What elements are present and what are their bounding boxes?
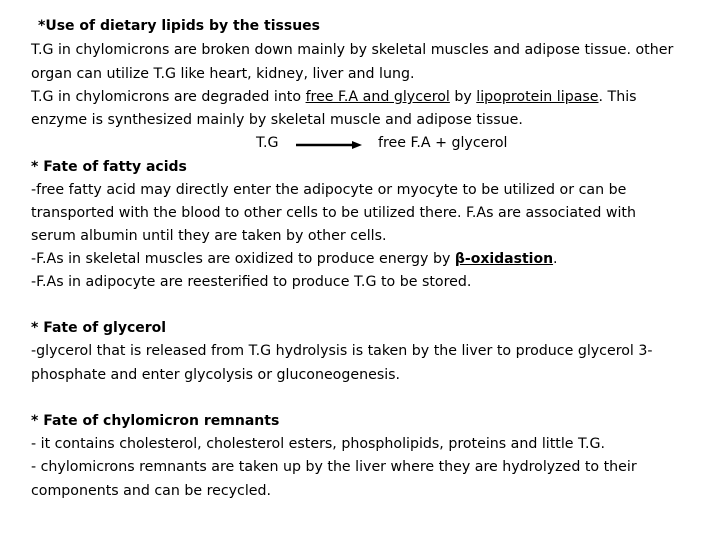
paragraph-line: components and can be recycled. bbox=[31, 483, 272, 499]
formula-products: free F.A + glycerol bbox=[378, 135, 508, 151]
paragraph-line: transported with the blood to other cells to be utilized there. F.As are associated with bbox=[31, 205, 636, 221]
paragraph-line: enzyme is synthesized mainly by skeletal muscle and adipose tissue. bbox=[31, 112, 523, 128]
paragraph-line: organ can utilize T.G like heart, kidney, liver and lung. bbox=[31, 66, 415, 82]
underlined-term: lipoprotein lipase bbox=[476, 89, 599, 105]
text-segment: T.G in chylomicrons are degraded into bbox=[31, 89, 306, 105]
paragraph-line bbox=[31, 87, 637, 107]
text-segment: by bbox=[449, 89, 477, 105]
paragraph-line: -F.As in adipocyte are reesterified to produce T.G to be stored. bbox=[31, 274, 472, 290]
heading-dietary-lipids: *Use of dietary lipids by the tissues bbox=[38, 18, 320, 34]
paragraph-line bbox=[31, 249, 558, 269]
paragraph-line: T.G in chylomicrons are broken down mainly by skeletal muscles and adipose tissue. other bbox=[31, 42, 674, 58]
text-segment: . This bbox=[598, 89, 637, 105]
text-segment: . bbox=[553, 251, 558, 267]
paragraph-line: - chylomicrons remnants are taken up by the liver where they are hydrolyzed to their bbox=[31, 459, 637, 475]
paragraph-line: -glycerol that is released from T.G hydrolysis is taken by the liver to produce glycerol 3- bbox=[31, 343, 653, 359]
heading-chylomicron-remnants: * Fate of chylomicron remnants bbox=[31, 413, 280, 429]
paragraph-line: - it contains cholesterol, cholesterol esters, phospholipids, proteins and little T.G. bbox=[31, 436, 606, 452]
heading-fatty-acids: * Fate of fatty acids bbox=[31, 159, 187, 175]
underlined-term: β-oxidastion bbox=[454, 251, 554, 267]
paragraph-line: serum albumin until they are taken by other cells. bbox=[31, 228, 387, 244]
paragraph-line: -free fatty acid may directly enter the adipocyte or myocyte to be utilized or can be bbox=[31, 182, 627, 198]
formula-reactant: T.G bbox=[256, 135, 279, 151]
text-segment: -F.As in skeletal muscles are oxidized to produce energy by bbox=[31, 251, 455, 267]
heading-glycerol: * Fate of glycerol bbox=[31, 320, 167, 336]
underlined-term: free F.A and glycerol bbox=[305, 89, 450, 105]
reaction-arrow-icon bbox=[296, 133, 362, 153]
paragraph-line: phosphate and enter glycolysis or gluconeogenesis. bbox=[31, 367, 401, 383]
